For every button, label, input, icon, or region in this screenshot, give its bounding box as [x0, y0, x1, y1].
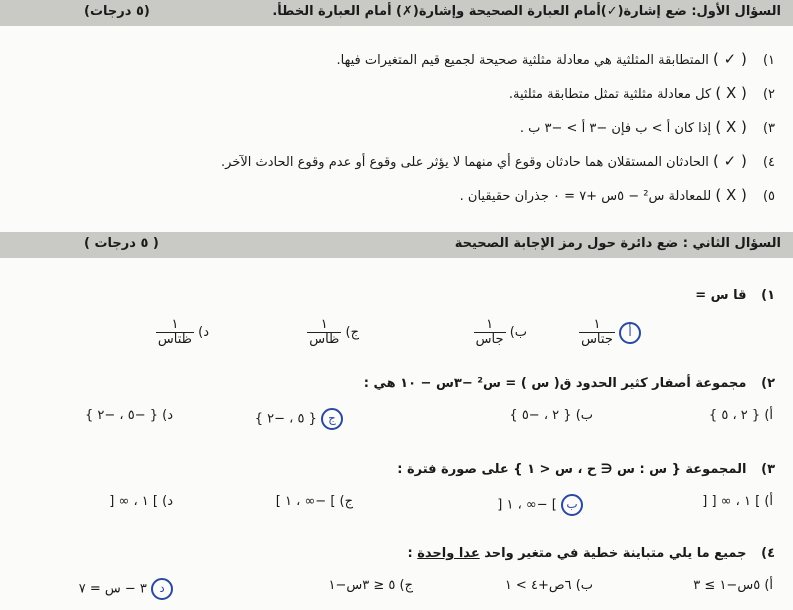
option-label: د) [162, 494, 173, 509]
answer-mark: ( ✓ ) [713, 50, 747, 68]
q2-p3-option-d [109, 494, 173, 509]
item-number: ١) [762, 53, 775, 68]
q1-header [0, 0, 793, 26]
answer-mark: ( ✓ ) [713, 152, 747, 170]
option-value: { ٢ ، ٥ } [708, 408, 761, 423]
item-text: للمعادلة س² − ٥س +٧ = ٠ جذران حقيقيان . [459, 189, 712, 204]
option-label: أ) [764, 494, 773, 509]
denominator: جاس [475, 332, 504, 347]
q2-p1-option-c [307, 318, 359, 347]
q2-p3-option-b [497, 494, 583, 516]
q2-title: السؤال الثاني : ضع دائرة حول رمز الإجابة الصحيحة [454, 236, 781, 251]
answer-mark: ( X ) [715, 186, 747, 204]
q2-p4-option-b [505, 578, 593, 593]
option-label: ب) [575, 578, 593, 593]
q1-title: السؤال الأول: ضع إشارة(✓)أمام العبارة الصحيحة وإشارة(✗) أمام العبارة الخطأ. [272, 4, 781, 19]
q2-part3-stem [397, 462, 775, 477]
denominator: جتاس [581, 332, 613, 347]
item-number: ٣) [761, 462, 775, 477]
item-text: كل معادلة مثلثية تمثل متطابقة مثلثية. [508, 87, 712, 102]
numerator: ١ [156, 318, 194, 333]
stem-end: : [407, 546, 418, 561]
item-number: ٢) [761, 376, 775, 391]
stem-text: المجموعة { س : س ∈ ح ، س < ١ } على صورة فترة : [397, 462, 747, 477]
option-value: { ٥ ، −٢ } [254, 411, 317, 427]
option-value: ٣ − س = ٧ [78, 581, 147, 597]
q2-part2-stem [364, 376, 775, 391]
option-label: ج) [345, 325, 359, 340]
option-label: ب) [575, 408, 593, 423]
q2-p2-option-a [709, 408, 773, 423]
fraction [307, 318, 341, 347]
q2-marks: ( ٥ درجات ) [84, 236, 159, 251]
stem-text: مجموعة أصفار كثير الحدود ق( س ) = س² −٣س − ١٠ هي : [363, 376, 747, 391]
answer-mark: ( X ) [715, 118, 747, 136]
option-label: د) [162, 408, 173, 423]
q2-p2-option-c [255, 408, 343, 430]
q2-p4-option-d [79, 578, 173, 600]
option-value: ٥ ≤ ٣س−١ [328, 578, 396, 593]
q1-marks: (٥ درجات) [84, 4, 150, 19]
q2-p1-option-b [474, 318, 527, 347]
option-label: أ) [764, 578, 773, 593]
item-number: ١) [761, 288, 775, 303]
fraction [579, 318, 615, 347]
numerator: ١ [579, 318, 615, 333]
option-value: ] ١ ، ∞ [ [109, 494, 158, 509]
option-value: ] −∞ ، ١ [ [497, 497, 557, 513]
option-label-circled: ج [321, 408, 343, 430]
q2-p3-option-c [276, 494, 353, 509]
q2-p2-option-b [509, 408, 593, 423]
option-value: ] −∞ ، ١ ] [275, 494, 336, 509]
item-text: إذا كان أ > ب فإن −٣ أ > −٣ ب . [519, 121, 712, 136]
q2-header [0, 232, 793, 258]
option-label-circled: د [151, 578, 173, 600]
option-label: د) [198, 325, 209, 340]
fraction [156, 318, 194, 347]
q2-part1-stem [695, 288, 775, 303]
item-number: ٢) [762, 87, 775, 102]
option-value: ] ١ ، ∞ [ [ [702, 494, 761, 509]
q2-p4-option-c [329, 578, 414, 593]
q2-p4-option-a [693, 578, 773, 593]
item-text: الحادثان المستقلان هما حادثان وقوع أي منهما لا يؤثر على وقوع أو عدم وقوع الحادث الآخر. [221, 155, 709, 170]
numerator: ١ [474, 318, 506, 333]
option-label: أ) [764, 408, 773, 423]
item-number: ٣) [762, 121, 775, 136]
fraction [474, 318, 506, 347]
q2-p2-option-d [85, 408, 173, 423]
q1-item-4 [221, 152, 775, 170]
denominator: ظاس [309, 332, 340, 347]
denominator: ظتاس [157, 332, 192, 347]
option-label-circled: أ [619, 322, 641, 344]
option-value: ٥س−١ ≥ ٣ [693, 578, 761, 593]
option-label: ج) [339, 494, 353, 509]
option-label-circled: ب [561, 494, 583, 516]
item-number: ٤) [761, 546, 775, 561]
item-text: المتطابقة المثلثية هي معادلة مثلثية صحيحة لجميع قيم المتغيرات فيها. [336, 53, 709, 68]
option-value: { ٢ ، −٥ } [509, 408, 572, 423]
option-label: ج) [399, 578, 413, 593]
q2-p1-option-a [579, 318, 641, 347]
q1-item-3 [520, 118, 775, 136]
option-label: ب) [509, 325, 527, 340]
q2-p1-option-d [156, 318, 209, 347]
q1-item-2 [509, 84, 775, 102]
item-number: ٤) [762, 155, 775, 170]
q2-part4-stem [408, 546, 776, 561]
numerator: ١ [307, 318, 341, 333]
option-value: ٦ص+٤ > ١ [504, 578, 572, 593]
stem-underlined: عدا واحدة [417, 546, 480, 561]
item-number: ٥) [762, 189, 775, 204]
stem-text: قا س = [695, 288, 747, 303]
option-value: { −٥ ، −٢ } [84, 408, 158, 423]
q1-item-1 [337, 50, 776, 68]
q1-item-5 [460, 186, 775, 204]
q2-p3-option-a [702, 494, 773, 509]
answer-mark: ( X ) [715, 84, 747, 102]
stem-text: جميع ما يلي متباينة خطية في متغير واحد [479, 546, 747, 561]
